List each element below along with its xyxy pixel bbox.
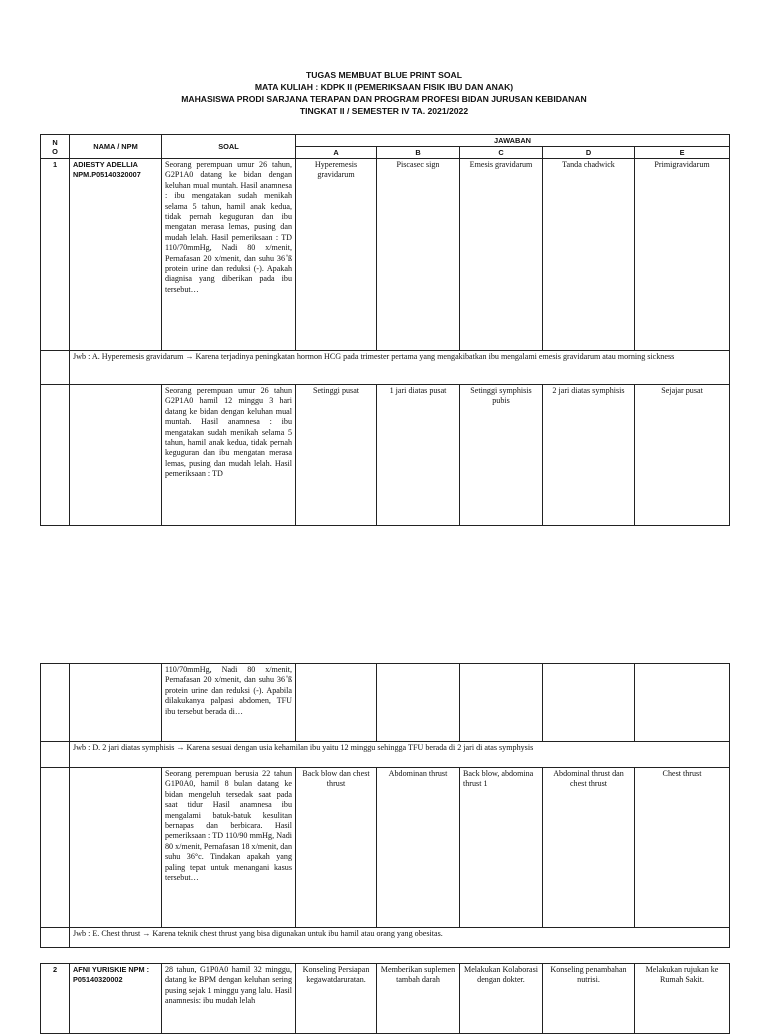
answer-row xyxy=(41,351,730,385)
header-level: TINGKAT II / SEMESTER IV TA. 2021/2022 xyxy=(299,106,469,116)
table-row xyxy=(41,768,730,928)
answer-option-a: Hyperemesis gravidarum xyxy=(296,159,377,351)
answer-option-c: Melakukan Kolaborasi dengan dokter. xyxy=(460,964,543,1034)
table-row xyxy=(41,159,730,351)
col-header-b: B xyxy=(377,147,460,159)
answer-explanation: Jwb : A. Hyperemesis gravidarum → Karena terjadinya peningkatan hormon HCG pada trimester pertama yang mengakibatkan ibu mengalami emesis gravidarum atau morning sickness xyxy=(70,351,730,385)
answer-option-e: Primigravidarum xyxy=(635,159,730,351)
row-number: 1 xyxy=(41,159,70,351)
question-text: Seorang perempuan berusia 22 tahun G1P0A0, hamil 8 bulan datang ke bidan mengeluh tersedak saat pada saat tidur Hasil anamnesa ibu mengalami batuk-batuk kesulitan bernapas dan berbicara. Hasil pemeriksaan : TD 110/90 mmHg, Nadi 80 x/menit, Pernafasan 18 x/menit, dan suhu 36°c. Tindakan apakah yang paling tepat untuk menangani kasus tersebut… xyxy=(162,768,296,928)
col-header-soal: SOAL xyxy=(162,135,296,159)
answer-option-e: Melakukan rujukan ke Rumah Sakit. xyxy=(635,964,730,1034)
col-header-no xyxy=(41,135,70,159)
answer-option-e: Sejajar pusat xyxy=(635,385,730,526)
col-header-no-top: N xyxy=(52,137,58,147)
question-text-continued: 110/70mmHg, Nadi 80 x/menit, Pernafasan 20 x/menit, dan suhu 36 ̊ß protein urine dan reduksi (-). Apabila dilakukanya palpasi abdomen, TFU ibu tersebut berada di… xyxy=(162,664,296,742)
answer-row xyxy=(41,928,730,948)
question-text: Seorang perempuan umur 26 tahun G2P1A0 hamil 12 minggu 3 hari datang ke bidan dengan keluhan mual muntah. Hasil anamnesa : ibu mengatakan sudah menikah selama 5 tahun, hamil anak kedua, tidak pernah keguguran dan ibu mengatan merasa lemas, pusing dan mudah lelah. Hasil pemeriksaan : TD xyxy=(162,385,296,526)
col-header-a: A xyxy=(296,147,377,159)
answer-explanation: Jwb : D. 2 jari diatas symphisis → Karena sesuai dengan usia kehamilan ibu yaitu 12 minggu sehingga TFU berada di 2 jari di atas symphysis xyxy=(70,742,730,768)
answer-option-c: Emesis gravidarum xyxy=(460,159,543,351)
table-row xyxy=(41,664,730,742)
col-header-c: C xyxy=(460,147,543,159)
answer-option-d: Abdominal thrust dan chest thrust xyxy=(543,768,635,928)
col-header-jawaban: JAWABAN xyxy=(296,135,730,147)
student-name: ADIESTY ADELLIA NPM.P05140320007 xyxy=(70,159,162,351)
answer-option-d: 2 jari diatas symphisis xyxy=(543,385,635,526)
answer-option-b: Abdominan thrust xyxy=(377,768,460,928)
student-name: AFNI YURISKIE NPM : P05140320002 xyxy=(70,964,162,1034)
answer-option-a: Konseling Persiapan kegawatdaruratan. xyxy=(296,964,377,1034)
answer-option-a: Back blow dan chest thrust xyxy=(296,768,377,928)
answer-option-c: Back blow, abdomina thrust 1 xyxy=(460,768,543,928)
table-row xyxy=(41,964,730,1034)
answer-row xyxy=(41,742,730,768)
answer-option-d: Tanda chadwick xyxy=(543,159,635,351)
col-header-e: E xyxy=(635,147,730,159)
col-header-no-bottom: O xyxy=(52,146,58,156)
answer-option-d: Konseling penambahan nutrisi. xyxy=(543,964,635,1034)
row-number: 2 xyxy=(41,964,70,1034)
answer-option-b: Piscasec sign xyxy=(377,159,460,351)
header-title: TUGAS MEMBUAT BLUE PRINT SOAL xyxy=(306,70,462,80)
header-course: MATA KULIAH : KDPK II (PEMERIKSAAN FISIK IBU DAN ANAK) xyxy=(254,82,514,92)
answer-option-b: Memberikan suplemen tambah darah xyxy=(377,964,460,1034)
page-header xyxy=(40,69,728,117)
answer-option-a: Setinggi pusat xyxy=(296,385,377,526)
answer-option-b: 1 jari diatas pusat xyxy=(377,385,460,526)
answer-option-e: Chest thrust xyxy=(635,768,730,928)
col-header-nama: NAMA / NPM xyxy=(70,135,162,159)
blueprint-table-section-3 xyxy=(40,963,730,1034)
answer-option-c: Setinggi symphisis pubis xyxy=(460,385,543,526)
col-header-d: D xyxy=(543,147,635,159)
answer-explanation: Jwb : E. Chest thrust → Karena teknik chest thrust yang bisa digunakan untuk ibu hamil atau orang yang obesitas. xyxy=(70,928,730,948)
table-row xyxy=(41,385,730,526)
question-text: 28 tahun, G1P0A0 hamil 32 minggu, datang ke BPM dengan keluhan sering pusing sejak 1 minggu yang lalu. Hasil anamnesis: ibu mudah lelah xyxy=(162,964,296,1034)
blueprint-table-section-1 xyxy=(40,134,730,526)
header-program: MAHASISWA PRODI SARJANA TERAPAN DAN PROGRAM PROFESI BIDAN JURUSAN KEBIDANAN xyxy=(181,94,587,104)
blueprint-table-section-2 xyxy=(40,663,730,948)
question-text: Seorang perempuan umur 26 tahun, G2P1A0 datang ke bidan dengan keluhan mual muntah. Hasil anamnesa : ibu mengatakan sudah menikah selama 5 tahun, hamil anak kedua, tidak pernah keguguran dan ibu mengatan merasa lemas, pusing dan mudah lelah. Hasil pemeriksaan : TD 110/70mmHg, Nadi 80 x/menit, Pernafasan 20 x/menit, dan suhu 36 ̊ß protein urine dan reduksi (-). Apakah diagnisa yang diberikan pada ibu tersebut… xyxy=(162,159,296,351)
